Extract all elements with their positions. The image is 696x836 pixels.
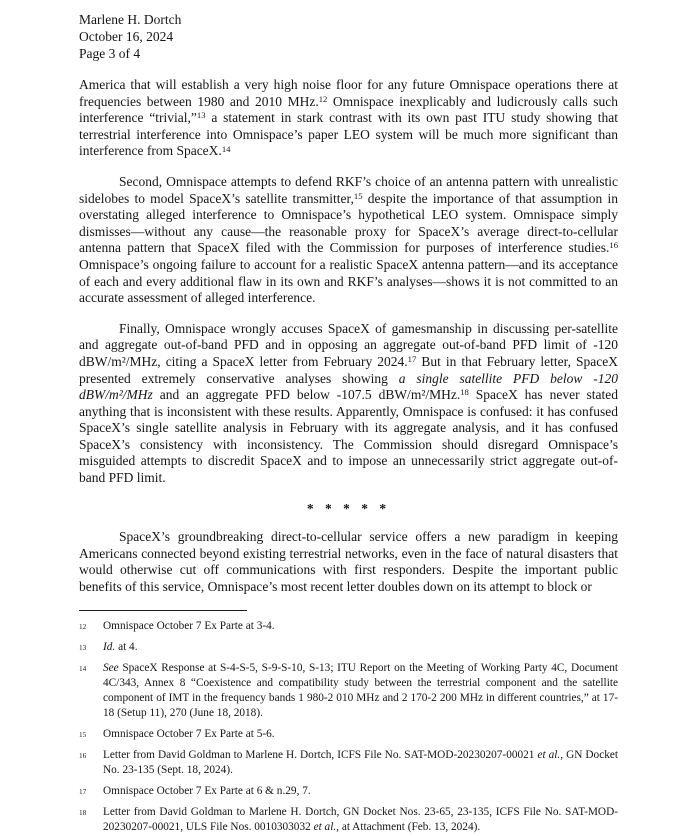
footnote-text: See SpaceX Response at S-4-S-5, S-9-S-10, S-13; ITU Report on the Meeting of Working Party 4C, Document 4C/343, Annex 8 “Coexistence and compatibility study between the terrestrial component and the satellite component of IMT in the frequency bands 1 980-2 010 MHz and 2 170-2 200 MHz in different countries,” at 17-18 (Setup 11), 270 (June 18, 2018). [103,661,618,719]
section-separator: * * * * * [306,500,391,516]
footnote-item [79,661,618,721]
footnote-text: Letter from David Goldman to Marlene H. Dortch, ICFS File No. SAT-MOD-20230207-00021 et al., GN Docket No. 23-135 (Sept. 18, 2024). [103,748,619,776]
footnote-number: 16 [79,751,87,760]
body-paragraph: Second, Omnispace attempts to defend RKF’s choice of an antenna pattern with unrealistic sidelobes to model SpaceX’s satellite transmitter,$^{15}$ despite the importance of that assumption in overstating alleged interference to Omnispace’s hypothetical LEO system. Omnispace simply dismisses—without any cause—the reasonable proxy for SpaceX’s average direct-to-cellular antenna pattern that SpaceX filed with the Commission for purposes of interference studies.$^{16}$ Omnispace’s ongoing failure to account for a realistic SpaceX antenna pattern—and its acceptance of each and every additional flaw in its own and RKF’s analyses—shows it is not committed to an accurate assessment of alleged interference. [79,173,618,306]
footnote-number: 17 [79,787,87,796]
footnote-text: Id. at 4. [103,640,138,653]
footnote-item [79,784,618,799]
footnote-number: 13 [79,643,87,652]
letter-body [79,77,618,596]
footnote-separator-rule [79,610,247,611]
body-paragraph: America that will establish a very high noise floor for any future Omnispace operations there at frequencies between 1980 and 2010 MHz.$^{12}$ Omnispace inexplicably and ludicrously calls such interference “trivial,”$^{13}$ a statement in stark contrast with its own past ITU study showing that terrestrial interference into Omnispace’s paper LEO system will be much more significant than interference from SpaceX.$^{14}$ [79,77,618,159]
footnote-number: 18 [79,808,87,817]
footnotes-section [79,619,618,835]
footnote-number: 14 [79,664,87,673]
body-paragraph: Finally, Omnispace wrongly accuses SpaceX of gamesmanship in discussing per-satellite and aggregate out-of-band PFD and in opposing an aggregate out-of-band PFD limit of -120 dBW/m²/MHz, citing a SpaceX letter from February 2024.17 But in that February letter, SpaceX presented extremely conservative analyses showing a single satellite PFD below -120 dBW/m²/MHz and an aggregate PFD below -107.5 dBW/m²/MHz.$^{18}$ SpaceX has never stated anything that is inconsistent with these results. Apparently, Omnispace is confused: it has confused SpaceX’s single satellite analysis in February with its aggregate analysis, and it has confused SpaceX’s consistency with inconsistency. The Commission should disregard Omnispace’s misguided attempts to discredit SpaceX and to impose an unnecessarily strict aggregate out-of-band PFD limit. [79,320,618,486]
footnote-text: Omnispace October 7 Ex Parte at 5-6. [103,727,275,740]
letter-header [79,11,618,62]
letter-date: October 16, 2024 [79,29,174,44]
footnote-number: 12 [79,622,87,631]
footnote-item [79,748,618,778]
footnote-text: Omnispace October 7 Ex Parte at 6 & n.29, 7. [103,784,311,797]
footnote-item [79,805,618,835]
page-number: Page 3 of 4 [79,46,141,61]
recipient-name: Marlene H. Dortch [79,12,182,27]
footnote-text: Letter from David Goldman to Marlene H. Dortch, GN Docket Nos. 23-65, 23-135, ICFS File No. SAT-MOD-20230207-00021, ULS File Nos. 0010303032 et al., at Attachment (Feb. 13, 2024). [103,805,618,833]
body-paragraph: SpaceX’s groundbreaking direct-to-cellular service offers a new paradigm in keeping Americans connected beyond existing terrestrial networks, even in the face of natural disasters that would otherwise cut off communications with first responders. Despite the important public benefits of this service, Omnispace’s most recent letter doubles down on its attempt to block or [79,529,618,595]
footnote-text: Omnispace October 7 Ex Parte at 3-4. [103,619,275,632]
footnote-number: 15 [79,730,87,739]
footnote-item [79,727,618,742]
footnote-item [79,619,618,634]
footnote-item [79,640,618,655]
